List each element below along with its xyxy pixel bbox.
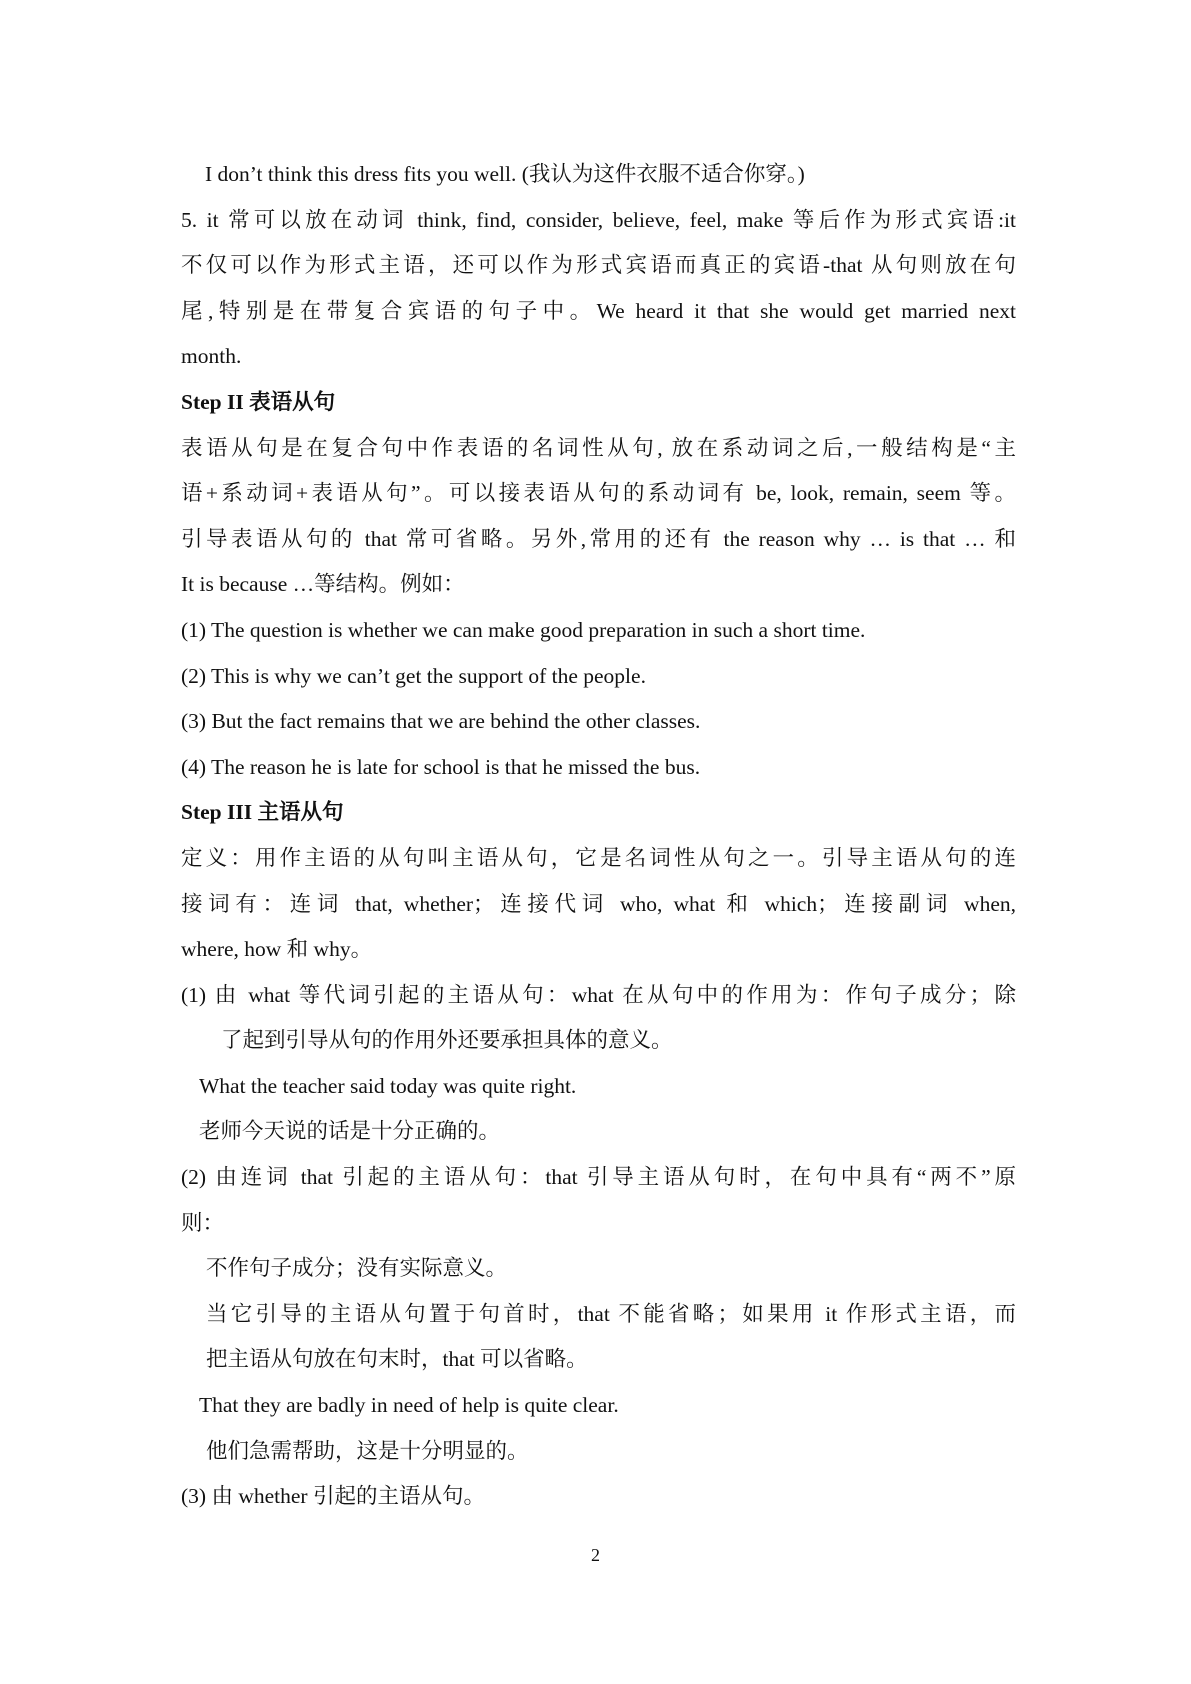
list-item-continuation: 则： (181, 1210, 225, 1235)
example-sentence: I don’t think this dress fits you well. (我认为这件衣服不适合你穿。) (205, 162, 805, 186)
list-item: (1) 由 what 等代词引起的主语从句：what 在从句中的作用为：作句子成分；除 (181, 982, 1016, 1007)
page-number: 2 (591, 1545, 600, 1565)
paragraph-line: 5. it 常可以放在动词 think, find, consider, believe, feel, make 等后作为形式宾语:it (181, 207, 1016, 232)
paragraph-line: 接词有：连词 that, whether；连接代词 who, what 和 which；连接副词 when, (181, 891, 1016, 916)
paragraph-line: 不仅可以作为形式主语，还可以作为形式宾语而真正的宾语-that 从句则放在句 (181, 253, 1016, 278)
paragraph-line: It is because …等结构。例如： (181, 572, 465, 597)
paragraph-line: 引导表语从句的 that 常可省略。另外,常用的还有 the reason why … is that … 和 (181, 526, 1016, 551)
paragraph-line: 定义：用作主语的从句叫主语从句，它是名词性从句之一。引导主语从句的连 (181, 845, 1016, 870)
paragraph-line: 语+系动词+表语从句”。可以接表语从句的系动词有 be, look, remain, seem 等。 (181, 481, 1016, 506)
list-item: (3) 由 whether 引起的主语从句。 (181, 1484, 485, 1509)
example-sentence: What the teacher said today was quite right. (199, 1073, 577, 1098)
rule-line: 不作句子成分；没有实际意义。 (206, 1256, 508, 1281)
example-item: (4) The reason he is late for school is that he missed the bus. (181, 754, 701, 779)
paragraph-line: 尾,特别是在带复合宾语的句子中。We heard it that she would get married next (181, 298, 1016, 323)
list-item-continuation: 了起到引导从句的作用外还要承担具体的意义。 (221, 1028, 673, 1053)
example-item: (3) But the fact remains that we are behind the other classes. (181, 709, 701, 734)
example-translation: 老师今天说的话是十分正确的。 (199, 1119, 501, 1144)
paragraph-line: where, how 和 why。 (181, 937, 373, 962)
list-item: (2) 由连词 that 引起的主语从句：that 引导主语从句时，在句中具有“两不”原 (181, 1165, 1016, 1190)
example-item: (2) This is why we can’t get the support of the people. (181, 663, 646, 688)
document-page (181, 152, 1016, 1520)
example-translation: 他们急需帮助，这是十分明显的。 (206, 1438, 529, 1463)
section-heading-step-ii: Step II 表语从句 (181, 389, 336, 414)
example-sentence: That they are badly in need of help is quite clear. (199, 1393, 619, 1418)
rule-line: 当它引导的主语从句置于句首时，that 不能省略；如果用 it 作形式主语，而 (206, 1301, 1016, 1326)
paragraph-line: month. (181, 344, 242, 369)
example-item: (1) The question is whether we can make good preparation in such a short time. (181, 617, 866, 642)
rule-line: 把主语从句放在句末时，that 可以省略。 (206, 1347, 588, 1372)
section-heading-step-iii: Step III 主语从句 (181, 800, 344, 825)
paragraph-line: 表语从句是在复合句中作表语的名词性从句, 放在系动词之后,一般结构是“主 (181, 435, 1016, 460)
